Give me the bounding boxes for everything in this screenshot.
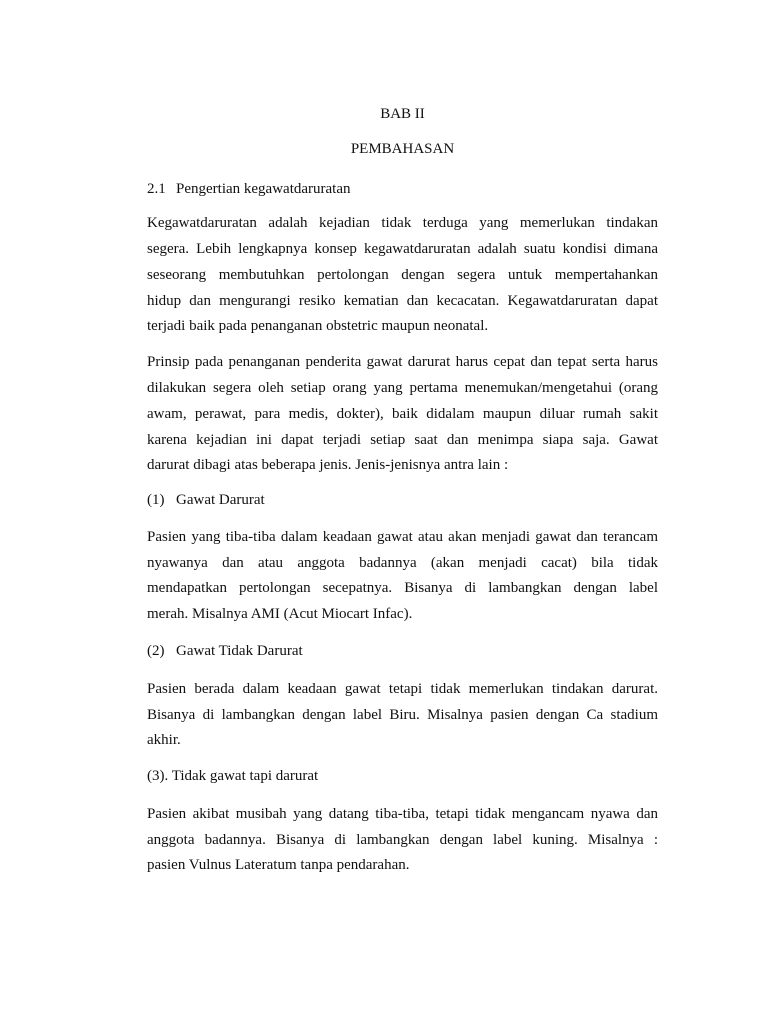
section-title: Pengertian kegawatdaruratan <box>176 181 351 197</box>
category-heading-1 <box>147 490 265 510</box>
paragraph-line: Prinsip pada penanganan penderita gawat darurat harus cepat dan tepat serta harus <box>147 354 658 370</box>
paragraph-line: nyawanya dan atau anggota badannya (akan menjadi cacat) bila tidak <box>147 555 658 571</box>
section-heading <box>147 179 351 199</box>
paragraph-line: Pasien berada dalam keadaan gawat tetapi tidak memerlukan tindakan darurat. <box>147 681 658 697</box>
chapter-title: PEMBAHASAN <box>350 141 455 157</box>
paragraph-line: darurat dibagi atas beberapa jenis. Jenis-jenisnya antra lain : <box>147 457 509 473</box>
paragraph-line: pasien Vulnus Lateratum tanpa pendarahan. <box>147 857 410 873</box>
paragraph-line: terjadi baik pada penanganan obstetric maupun neonatal. <box>147 318 489 334</box>
category-heading-3: (3). Tidak gawat tapi darurat <box>147 768 319 784</box>
paragraph-line: Pasien akibat musibah yang datang tiba-tiba, tetapi tidak mengancam nyawa dan <box>147 806 658 822</box>
category-number: (1) <box>147 492 165 508</box>
category-title: Gawat Darurat <box>176 492 265 508</box>
paragraph-line: akhir. <box>147 732 181 748</box>
paragraph-line: merah. Misalnya AMI (Acut Miocart Infac). <box>147 606 413 622</box>
category-title: Gawat Tidak Darurat <box>176 643 303 659</box>
category-number: (2) <box>147 643 165 659</box>
paragraph-line: Bisanya di lambangkan dengan label Biru. Misalnya pasien dengan Ca stadium <box>147 707 658 723</box>
paragraph-line: karena kejadian ini dapat terjadi setiap saat dan menimpa siapa saja. Gawat <box>147 432 658 448</box>
paragraph-line: anggota badannya. Bisanya di lambangkan dengan label kuning. Misalnya : <box>147 832 658 848</box>
paragraph-line: Pasien yang tiba-tiba dalam keadaan gawat atau akan menjadi gawat dan terancam <box>147 529 658 545</box>
section-number: 2.1 <box>147 181 166 197</box>
paragraph-line: mendapatkan pertolongan secepatnya. Bisanya di lambangkan dengan label <box>147 580 658 596</box>
paragraph-line: hidup dan mengurangi resiko kematian dan kecacatan. Kegawatdaruratan dapat <box>147 293 658 309</box>
paragraph-line: dilakukan segera oleh setiap orang yang pertama menemukan/mengetahui (orang <box>147 380 658 396</box>
paragraph-line: awam, perawat, para medis, dokter), baik didalam maupun diluar rumah sakit <box>147 406 658 422</box>
paragraph-line: Kegawatdaruratan adalah kejadian tidak terduga yang memerlukan tindakan <box>147 215 658 231</box>
chapter-number: BAB II <box>380 106 425 122</box>
paragraph-line: seseorang membutuhkan pertolongan dengan segera untuk mempertahankan <box>147 267 658 283</box>
category-heading-2 <box>147 641 303 661</box>
paragraph-line: segera. Lebih lengkapnya konsep kegawatdaruratan adalah suatu kondisi dimana <box>147 241 658 257</box>
